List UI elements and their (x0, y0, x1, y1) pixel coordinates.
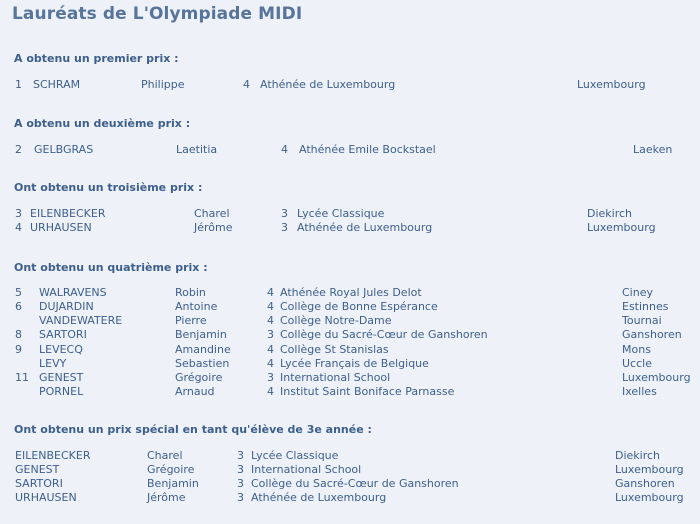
section-heading-third-prize: Ont obtenu un troisième prix : (14, 181, 203, 194)
school-year: 4 (243, 78, 250, 91)
school-year: 3 (267, 328, 274, 342)
city: Diekirch (615, 449, 661, 462)
table-row (0, 300, 700, 314)
city: Luxembourg (622, 370, 691, 384)
table-row (0, 314, 700, 328)
school: Institut Saint Boniface Parnasse (280, 385, 455, 399)
school-year: 4 (267, 300, 274, 314)
last-name: PORNEL (39, 385, 84, 399)
table-row (0, 385, 700, 399)
school: Athénée de Luxembourg (297, 221, 433, 234)
last-name: SARTORI (15, 477, 63, 490)
last-name: GELBGRAS (34, 143, 94, 156)
first-name: Grégoire (147, 463, 195, 476)
school-year: 3 (237, 449, 244, 462)
city: Ixelles (622, 385, 657, 399)
school: Collège du Sacré-Cœur de Ganshoren (280, 328, 488, 342)
table-row (0, 143, 700, 157)
rank: 6 (15, 300, 22, 314)
school-year: 4 (281, 143, 288, 156)
last-name: EILENBECKER (30, 207, 106, 220)
first-name: Laetitia (176, 143, 218, 156)
last-name: WALRAVENS (39, 286, 107, 299)
city: Luxembourg (615, 491, 684, 504)
first-name: Amandine (175, 342, 231, 356)
school: Athénée Emile Bockstael (299, 143, 436, 156)
first-name: Philippe (141, 78, 185, 91)
table-row (0, 286, 700, 300)
last-name: URHAUSEN (15, 491, 77, 504)
first-name: Charel (147, 449, 183, 462)
rank: 5 (15, 286, 22, 299)
section-heading-first-prize: A obtenu un premier prix : (14, 52, 179, 65)
school: Athénée de Luxembourg (260, 78, 396, 91)
city: Diekirch (587, 207, 633, 220)
city: Mons (622, 342, 651, 356)
first-name: Jérôme (194, 221, 233, 234)
city: Laeken (633, 143, 673, 156)
city: Estinnes (622, 300, 669, 314)
city: Ganshoren (622, 328, 682, 342)
school-year: 3 (281, 207, 288, 220)
last-name: URHAUSEN (30, 221, 92, 234)
rank: 4 (15, 221, 22, 234)
school-year: 4 (267, 356, 274, 370)
last-name: GENEST (15, 463, 60, 476)
first-name: Benjamin (147, 477, 199, 490)
school: Athénée de Luxembourg (251, 491, 387, 504)
school-year: 4 (267, 314, 274, 328)
first-name: Jérôme (147, 491, 186, 504)
first-name: Charel (194, 207, 230, 220)
last-name: LEVECQ (39, 342, 83, 356)
school: International School (280, 370, 391, 384)
city: Tournai (622, 314, 662, 328)
city: Ganshoren (615, 477, 675, 490)
last-name: SARTORI (39, 328, 87, 342)
school-year: 3 (267, 370, 274, 384)
page-title: Lauréats de L'Olympiade MIDI (12, 4, 303, 24)
section-heading-second-prize: A obtenu un deuxième prix : (14, 117, 191, 130)
school: Collège de Bonne Espérance (280, 300, 438, 314)
table-row (0, 463, 700, 477)
rank: 1 (15, 78, 22, 91)
last-name: DUJARDIN (39, 300, 94, 314)
school: International School (251, 463, 362, 476)
rank: 8 (15, 328, 22, 342)
city: Luxembourg (577, 78, 646, 91)
rank: 2 (15, 143, 22, 156)
school: Collège Notre-Dame (280, 314, 392, 328)
first-name: Arnaud (175, 385, 215, 399)
first-name: Sebastien (175, 356, 230, 370)
first-name: Antoine (175, 300, 218, 314)
school-year: 3 (237, 463, 244, 476)
table-row (0, 491, 700, 505)
school: Athénée Royal Jules Delot (280, 286, 422, 299)
city: Uccle (622, 356, 652, 370)
school: Collège St Stanislas (280, 342, 389, 356)
table-row (0, 449, 700, 463)
section-heading-fourth-prize: Ont obtenu un quatrième prix : (14, 261, 208, 274)
section-heading-special-prize: Ont obtenu un prix spécial en tant qu'élève de 3e année : (14, 423, 372, 436)
city: Ciney (622, 286, 653, 299)
school-year: 3 (237, 491, 244, 504)
last-name: LEVY (39, 356, 67, 370)
table-row (0, 221, 700, 235)
city: Luxembourg (587, 221, 656, 234)
school-year: 4 (267, 385, 274, 399)
last-name: VANDEWATERE (39, 314, 123, 328)
school-year: 4 (267, 286, 274, 299)
rank: 9 (15, 342, 22, 356)
school-year: 3 (281, 221, 288, 234)
school: Lycée Classique (297, 207, 385, 220)
table-row (0, 207, 700, 221)
school-year: 4 (267, 342, 274, 356)
first-name: Grégoire (175, 370, 223, 384)
table-row (0, 78, 700, 92)
table-row (0, 343, 700, 357)
table-row (0, 371, 700, 385)
table-row (0, 477, 700, 491)
last-name: SCHRAM (33, 78, 81, 91)
city: Luxembourg (615, 463, 684, 476)
rank: 3 (15, 207, 22, 220)
last-name: EILENBECKER (15, 449, 91, 462)
table-row (0, 328, 700, 342)
first-name: Pierre (175, 314, 207, 328)
first-name: Benjamin (175, 328, 227, 342)
first-name: Robin (175, 286, 206, 299)
last-name: GENEST (39, 370, 84, 384)
school: Lycée Français de Belgique (280, 356, 429, 370)
rank: 11 (15, 370, 29, 384)
school: Collège du Sacré-Cœur de Ganshoren (251, 477, 459, 490)
school-year: 3 (237, 477, 244, 490)
school: Lycée Classique (251, 449, 339, 462)
table-row (0, 357, 700, 371)
